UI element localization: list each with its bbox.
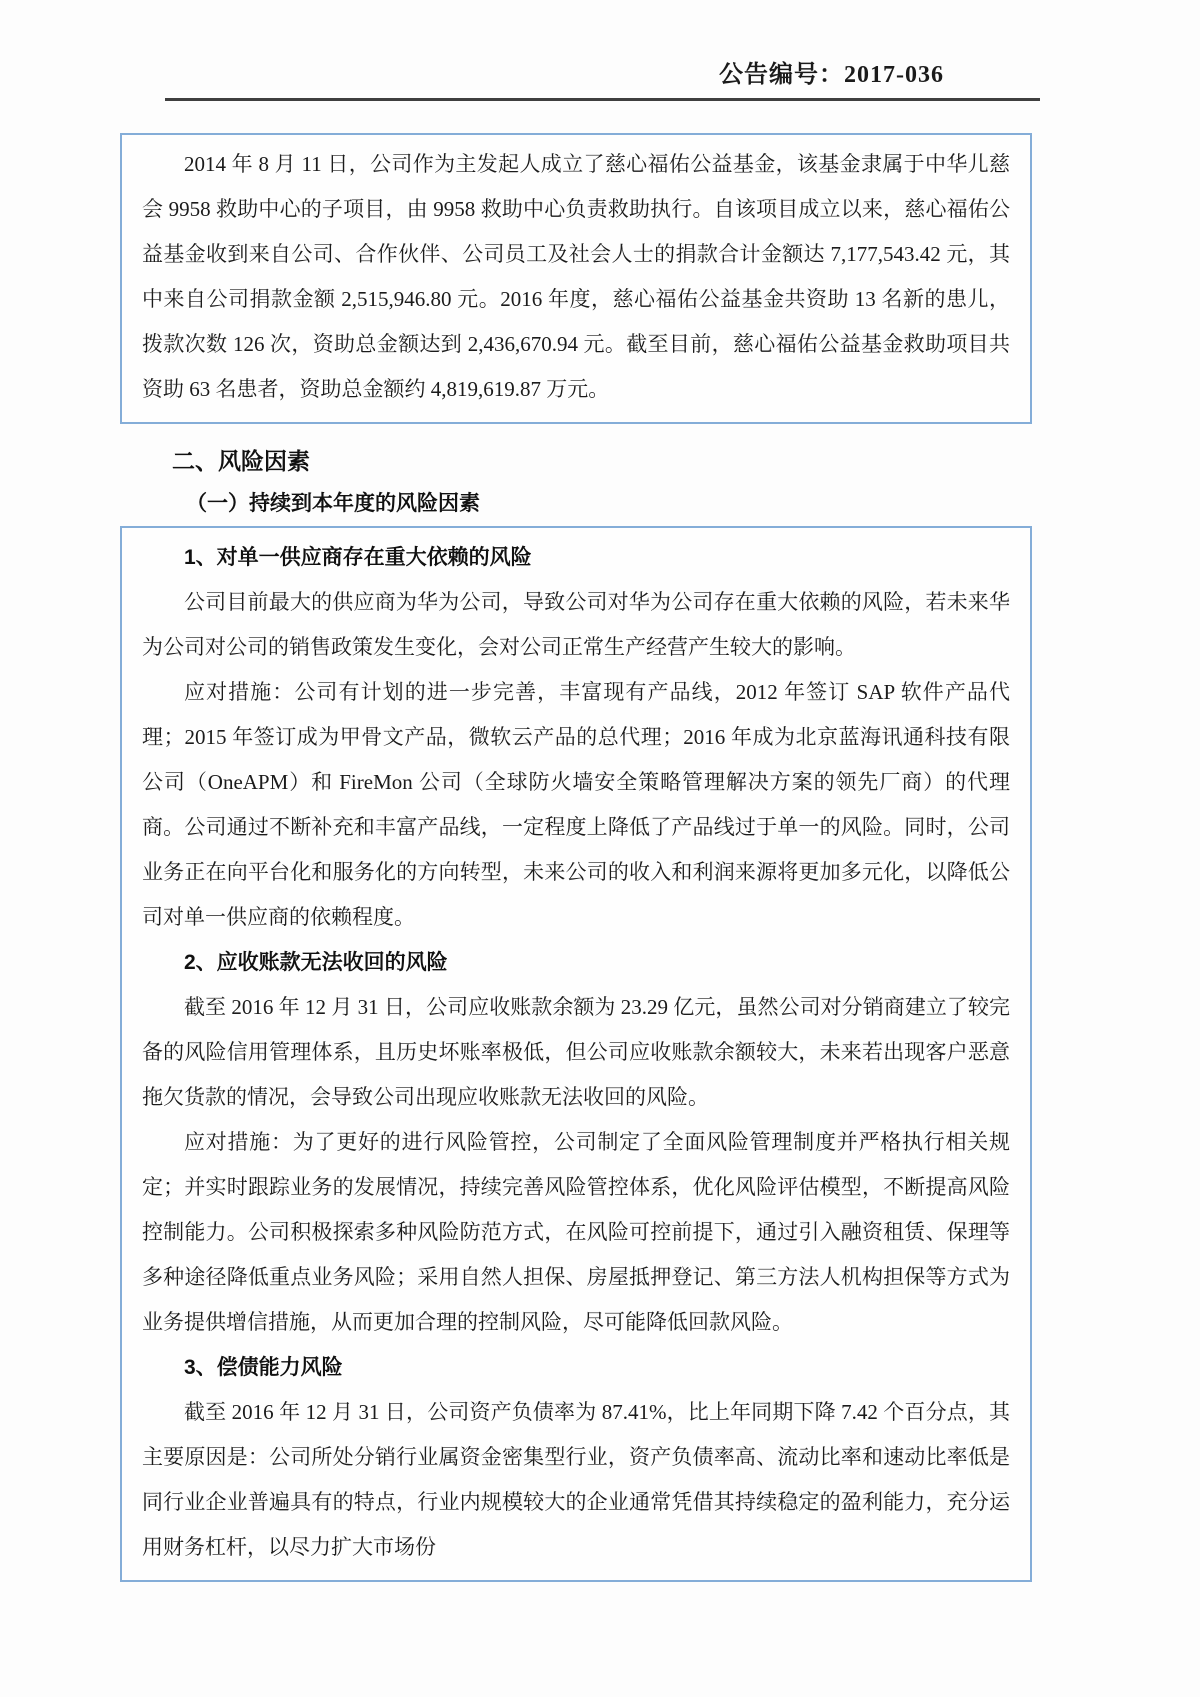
subsection-title-continuing-risks: （一）持续到本年度的风险因素 (186, 492, 480, 515)
section-title-risk-factors: 二、风险因素 (172, 448, 310, 474)
risk-factors-box (120, 526, 1032, 1582)
risk-item-1-heading: 1、对单一供应商存在重大依赖的风险 (184, 546, 532, 569)
risk-item-2-heading: 2、应收账款无法收回的风险 (184, 951, 448, 974)
risk-item-2-paragraph-2: 应对措施：为了更好的进行风险管控，公司制定了全面风险管理制度并严格执行相关规定；并实时跟踪业务的发展情况，持续完善风险管控体系，优化风险评估模型，不断提高风险控制能力。公司积极探索多种风险防范方式，在风险可控前提下，通过引入融资租赁、保理等多种途径降低重点业务风险；采用自然人担保、房屋抵押登记、第三方法人机构担保等方式为业务提供增信措施，从而更加合理的控制风险，尽可能降低回款风险。 (142, 1130, 1010, 1334)
risk-item-1-paragraph-1: 公司目前最大的供应商为华为公司，导致公司对华为公司存在重大依赖的风险，若未来华为公司对公司的销售政策发生变化，会对公司正常生产经营产生较大的影响。 (142, 590, 1010, 659)
risk-item-1-paragraph-2: 应对措施：公司有计划的进一步完善，丰富现有产品线，2012 年签订 SAP 软件产品代理；2015 年签订成为甲骨文产品，微软云产品的总代理；2016 年成为北京蓝海讯通科技有限公司（OneAPM）和 FireMon 公司（全球防火墙安全策略管理解决方案的领先厂商）的代理商。公司通过不断补充和丰富产品线，一定程度上降低了产品线过于单一的风险。同时，公司业务正在向平台化和服务化的方向转型，未来公司的收入和利润来源将更加多元化，以降低公司对单一供应商的依赖程度。 (142, 680, 1010, 929)
risk-item-2-paragraph-1: 截至 2016 年 12 月 31 日，公司应收账款余额为 23.29 亿元，虽然公司对分销商建立了较完备的风险信用管理体系，且历史坏账率极低，但公司应收账款余额较大，未来若出现客户恶意拖欠货款的情况，会导致公司出现应收账款无法收回的风险。 (142, 995, 1010, 1109)
header-divider (165, 98, 1040, 101)
risk-item-3-heading: 3、偿债能力风险 (184, 1356, 343, 1379)
charity-fund-box (120, 133, 1032, 424)
charity-fund-paragraph: 2014 年 8 月 11 日，公司作为主发起人成立了慈心福佑公益基金，该基金隶属于中华儿慈会 9958 救助中心的子项目，由 9958 救助中心负责救助执行。自该项目成立以来，慈心福佑公益基金收到来自公司、合作伙伴、公司员工及社会人士的捐款合计金额达 7,177,543.42 元，其中来自公司捐款金额 2,515,946.80 元。2016 年度，慈心福佑公益基金共资助 13 名新的患儿，拨款次数 126 次，资助总金额达到 2,436,670.94 元。截至目前，慈心福佑公益基金救助项目共资助 63 名患者，资助总金额约 4,819,619.87 万元。 (142, 152, 1010, 401)
document-header (0, 0, 1200, 101)
risk-item-3-paragraph-1: 截至 2016 年 12 月 31 日，公司资产负债率为 87.41%，比上年同期下降 7.42 个百分点，其主要原因是：公司所处分销行业属资金密集型行业，资产负债率高、流动比率和速动比率低是同行业企业普遍具有的特点，行业内规模较大的企业通常凭借其持续稳定的盈利能力，充分运用财务杠杆，以尽力扩大市场份 (142, 1400, 1010, 1559)
announcement-number: 公告编号：2017-036 (719, 62, 944, 88)
